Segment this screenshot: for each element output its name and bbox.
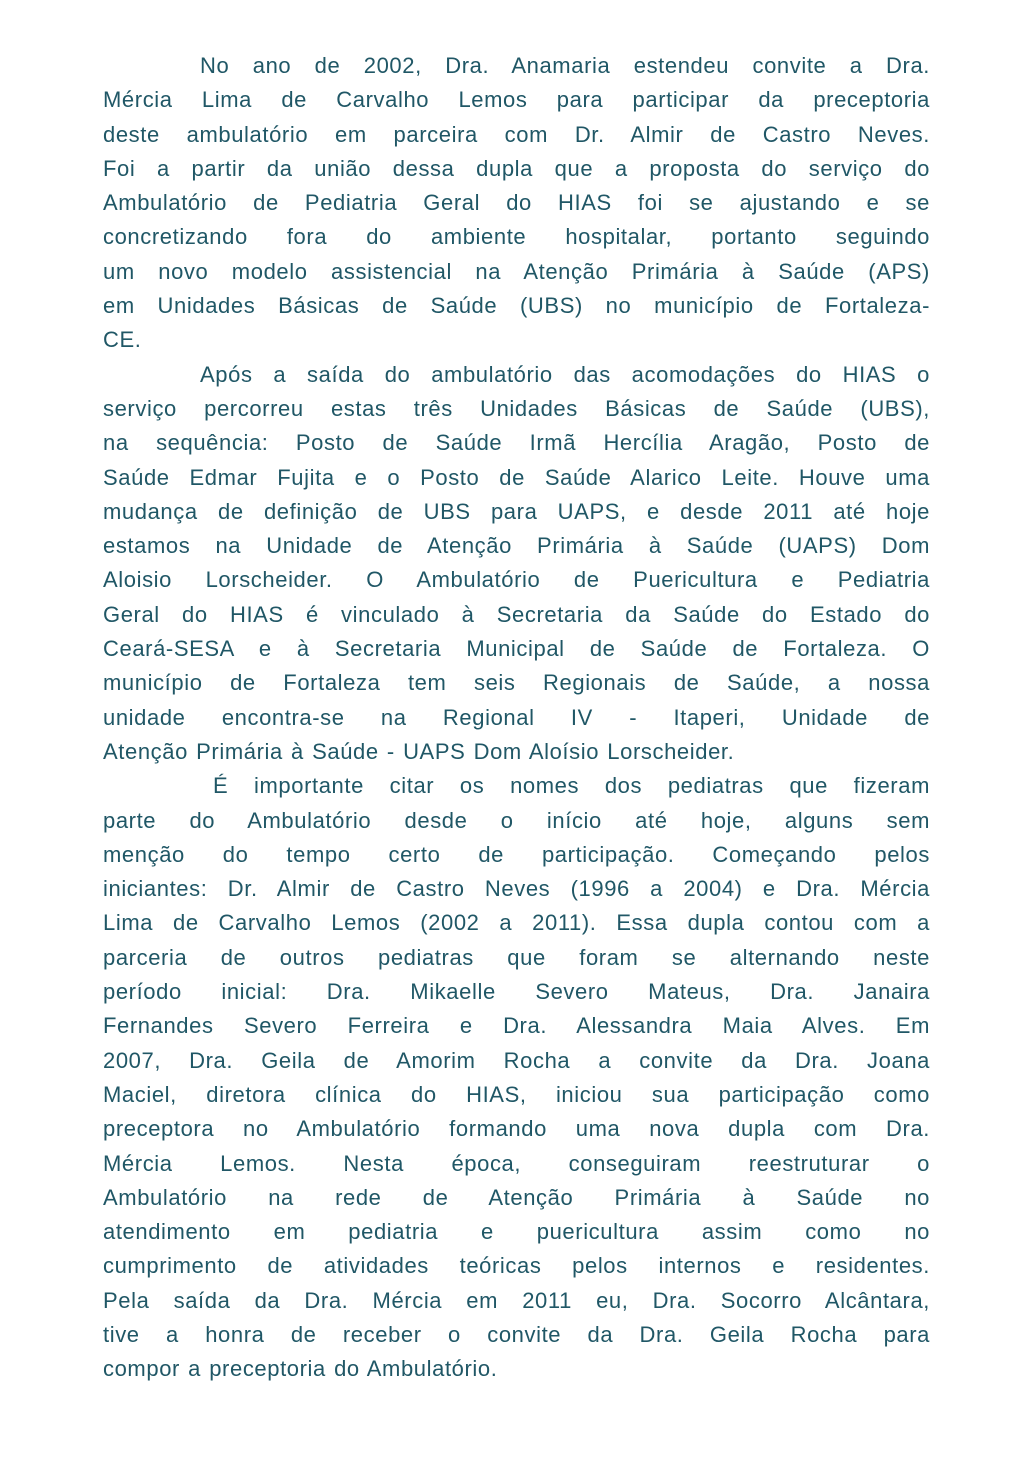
document-body bbox=[103, 49, 930, 1387]
text-line: na sequência: Posto de Saúde Irmã Hercília Aragão, Posto de bbox=[103, 430, 930, 456]
text-line: Atenção Primária à Saúde - UAPS Dom Aloísio Lorscheider. bbox=[103, 738, 735, 764]
paragraph bbox=[103, 358, 930, 770]
text-line: Fernandes Severo Ferreira e Dra. Alessandra Maia Alves. Em bbox=[103, 1013, 930, 1039]
text-line: preceptora no Ambulatório formando uma nova dupla com Dra. bbox=[103, 1116, 930, 1142]
text-line: município de Fortaleza tem seis Regionais de Saúde, a nossa bbox=[103, 670, 930, 696]
text-line: Aloisio Lorscheider. O Ambulatório de Puericultura e Pediatria bbox=[103, 567, 930, 593]
text-line: Lima de Carvalho Lemos (2002 a 2011). Essa dupla contou com a bbox=[103, 910, 930, 936]
text-line: um novo modelo assistencial na Atenção Primária à Saúde (APS) bbox=[103, 258, 930, 284]
text-line: É importante citar os nomes dos pediatras que fizeram bbox=[213, 773, 930, 799]
text-line: Após a saída do ambulatório das acomodações do HIAS o bbox=[200, 361, 930, 387]
text-line: Mércia Lemos. Nesta época, conseguiram reestruturar o bbox=[103, 1150, 930, 1176]
paragraph bbox=[103, 769, 930, 1386]
text-line: parceria de outros pediatras que foram se alternando neste bbox=[103, 944, 930, 970]
text-line: atendimento em pediatria e puericultura assim como no bbox=[103, 1219, 930, 1245]
text-line: serviço percorreu estas três Unidades Básicas de Saúde (UBS), bbox=[103, 395, 930, 421]
text-line: Geral do HIAS é vinculado à Secretaria da Saúde do Estado do bbox=[103, 601, 930, 627]
text-line: Saúde Edmar Fujita e o Posto de Saúde Alarico Leite. Houve uma bbox=[103, 464, 930, 490]
text-line: cumprimento de atividades teóricas pelos internos e residentes. bbox=[103, 1253, 930, 1279]
paragraph bbox=[103, 49, 930, 358]
text-line: em Unidades Básicas de Saúde (UBS) no município de Fortaleza- bbox=[103, 293, 930, 319]
text-line: unidade encontra-se na Regional IV - Itaperi, Unidade de bbox=[103, 704, 930, 730]
text-line: Ambulatório na rede de Atenção Primária à Saúde no bbox=[103, 1184, 930, 1210]
text-line: mudança de definição de UBS para UAPS, e desde 2011 até hoje bbox=[103, 498, 930, 524]
text-line: CE. bbox=[103, 327, 142, 353]
text-line: Foi a partir da união dessa dupla que a proposta do serviço do bbox=[103, 155, 930, 181]
text-line: concretizando fora do ambiente hospitalar, portanto seguindo bbox=[103, 224, 930, 250]
text-line: No ano de 2002, Dra. Anamaria estendeu convite a Dra. bbox=[200, 53, 930, 78]
text-line: 2007, Dra. Geila de Amorim Rocha a convite da Dra. Joana bbox=[103, 1047, 930, 1073]
text-line: Mércia Lima de Carvalho Lemos para participar da preceptoria bbox=[103, 87, 930, 113]
text-line: iniciantes: Dr. Almir de Castro Neves (1996 a 2004) e Dra. Mércia bbox=[103, 876, 930, 902]
text-line: Ceará-SESA e à Secretaria Municipal de Saúde de Fortaleza. O bbox=[103, 636, 930, 662]
text-line: Pela saída da Dra. Mércia em 2011 eu, Dra. Socorro Alcântara, bbox=[103, 1287, 930, 1313]
text-line: compor a preceptoria do Ambulatório. bbox=[103, 1356, 498, 1382]
text-line: parte do Ambulatório desde o início até hoje, alguns sem bbox=[103, 807, 930, 833]
text-line: Maciel, diretora clínica do HIAS, iniciou sua participação como bbox=[103, 1081, 930, 1107]
text-line: período inicial: Dra. Mikaelle Severo Mateus, Dra. Janaira bbox=[103, 979, 930, 1005]
text-line: estamos na Unidade de Atenção Primária à Saúde (UAPS) Dom bbox=[103, 533, 930, 559]
text-line: menção do tempo certo de participação. Começando pelos bbox=[103, 841, 930, 867]
text-line: tive a honra de receber o convite da Dra. Geila Rocha para bbox=[103, 1321, 930, 1347]
text-line: Ambulatório de Pediatria Geral do HIAS foi se ajustando e se bbox=[103, 190, 930, 216]
text-line: deste ambulatório em parceira com Dr. Almir de Castro Neves. bbox=[103, 121, 930, 147]
